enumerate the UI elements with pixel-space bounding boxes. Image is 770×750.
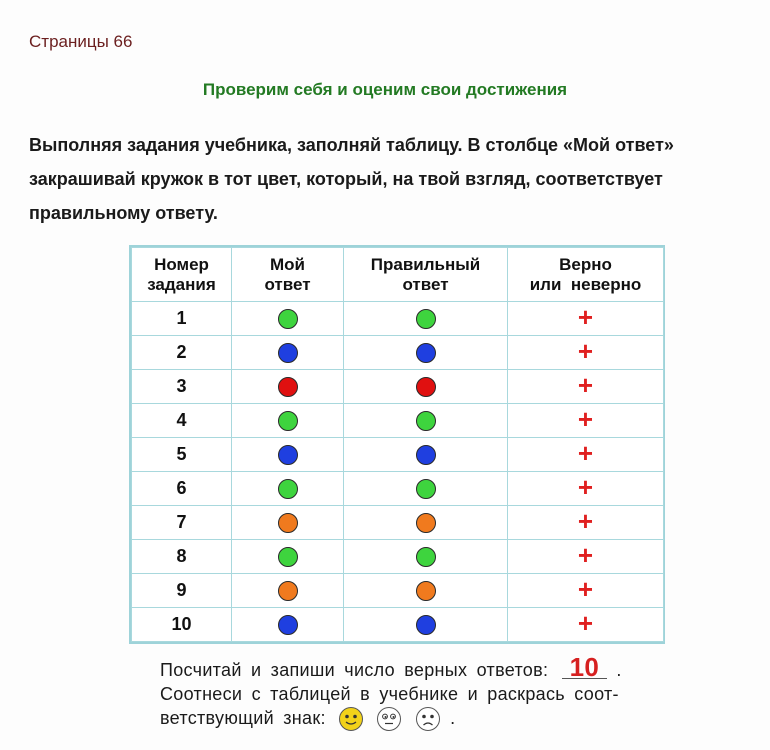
neutral-face-icon[interactable] bbox=[376, 706, 402, 732]
result-cell bbox=[508, 336, 664, 370]
my-answer-cell bbox=[232, 506, 344, 540]
table-row bbox=[132, 472, 664, 506]
correct-answer-circle bbox=[416, 309, 436, 329]
my-answer-circle[interactable] bbox=[278, 343, 298, 363]
task-number: 1 bbox=[132, 302, 232, 336]
correct-count-answer[interactable]: 10 bbox=[562, 656, 608, 679]
instructions bbox=[29, 128, 749, 230]
task-number: 3 bbox=[132, 370, 232, 404]
sad-face-icon[interactable] bbox=[415, 706, 441, 732]
footer-line-3 bbox=[160, 706, 670, 732]
header-text: Мой bbox=[270, 254, 305, 274]
task-number: 7 bbox=[132, 506, 232, 540]
header-my-answer bbox=[232, 248, 344, 302]
my-answer-cell bbox=[232, 336, 344, 370]
table-row bbox=[132, 574, 664, 608]
result-cell bbox=[508, 472, 664, 506]
task-number: 6 bbox=[132, 472, 232, 506]
correct-answer-circle bbox=[416, 547, 436, 567]
instructions-line: Выполняя задания учебника, заполняй таблицу. В столбце «Мой ответ» bbox=[29, 135, 674, 155]
table-row bbox=[132, 608, 664, 642]
task-number: 4 bbox=[132, 404, 232, 438]
task-number: 9 bbox=[132, 574, 232, 608]
header-text: задания bbox=[147, 274, 216, 294]
header-text: Номер bbox=[154, 254, 209, 274]
header-text: или неверно bbox=[529, 274, 642, 294]
correct-answer-cell bbox=[344, 574, 508, 608]
table-row bbox=[132, 404, 664, 438]
my-answer-circle[interactable] bbox=[278, 513, 298, 533]
result-cell bbox=[508, 370, 664, 404]
correct-mark: + bbox=[577, 573, 594, 604]
my-answer-circle[interactable] bbox=[278, 445, 298, 465]
correct-answer-circle bbox=[416, 479, 436, 499]
my-answer-circle[interactable] bbox=[278, 581, 298, 601]
correct-answer-cell bbox=[344, 438, 508, 472]
result-cell bbox=[508, 506, 664, 540]
task-number: 10 bbox=[132, 608, 232, 642]
table-body bbox=[132, 302, 664, 642]
correct-answer-circle bbox=[416, 343, 436, 363]
correct-mark: + bbox=[577, 539, 594, 570]
table-row bbox=[132, 540, 664, 574]
result-cell bbox=[508, 574, 664, 608]
correct-mark: + bbox=[577, 505, 594, 536]
my-answer-cell bbox=[232, 540, 344, 574]
footer-line-2: Соотнеси с таблицей в учебнике и раскрась соот- bbox=[160, 684, 619, 704]
header-text: ответ bbox=[264, 274, 311, 294]
my-answer-cell bbox=[232, 574, 344, 608]
table-row bbox=[132, 336, 664, 370]
my-answer-circle[interactable] bbox=[278, 377, 298, 397]
instructions-line: правильному ответу. bbox=[29, 203, 218, 223]
sign-prompt: ветствующий знак: bbox=[160, 708, 326, 728]
table-row bbox=[132, 438, 664, 472]
my-answer-circle[interactable] bbox=[278, 547, 298, 567]
my-answer-circle[interactable] bbox=[278, 615, 298, 635]
answers-table bbox=[129, 245, 665, 644]
correct-answer-cell bbox=[344, 302, 508, 336]
my-answer-cell bbox=[232, 438, 344, 472]
correct-mark: + bbox=[577, 301, 594, 332]
page-label: Страницы 66 bbox=[29, 32, 133, 51]
header-text: Верно bbox=[559, 254, 612, 274]
period: . bbox=[450, 708, 456, 728]
header-right-or-wrong bbox=[508, 248, 664, 302]
table-row bbox=[132, 302, 664, 336]
correct-answer-circle bbox=[416, 615, 436, 635]
instructions-line: закрашивай кружок в тот цвет, который, на твой взгляд, соответствует bbox=[29, 169, 663, 189]
happy-face-icon[interactable] bbox=[338, 706, 364, 732]
correct-answer-circle bbox=[416, 581, 436, 601]
correct-mark: + bbox=[577, 607, 594, 638]
correct-answer-circle bbox=[416, 513, 436, 533]
result-cell bbox=[508, 608, 664, 642]
result-cell bbox=[508, 404, 664, 438]
header-task-number bbox=[132, 248, 232, 302]
table-row bbox=[132, 506, 664, 540]
correct-mark: + bbox=[577, 369, 594, 400]
section-heading: Проверим себя и оценим свои достижения bbox=[202, 80, 568, 99]
count-prompt: Посчитай и запиши число верных ответов: bbox=[160, 660, 549, 680]
my-answer-cell bbox=[232, 404, 344, 438]
result-cell bbox=[508, 302, 664, 336]
correct-answer-cell bbox=[344, 336, 508, 370]
result-cell bbox=[508, 438, 664, 472]
table-header-row bbox=[132, 248, 664, 302]
header-correct-answer bbox=[344, 248, 508, 302]
correct-mark: + bbox=[577, 437, 594, 468]
correct-mark: + bbox=[577, 335, 594, 366]
my-answer-cell bbox=[232, 472, 344, 506]
my-answer-circle[interactable] bbox=[278, 411, 298, 431]
task-number: 5 bbox=[132, 438, 232, 472]
my-answer-circle[interactable] bbox=[278, 309, 298, 329]
correct-answer-circle bbox=[416, 377, 436, 397]
correct-answer-circle bbox=[416, 411, 436, 431]
table-row bbox=[132, 370, 664, 404]
correct-answer-cell bbox=[344, 472, 508, 506]
footer-line-1 bbox=[160, 652, 670, 682]
task-number: 2 bbox=[132, 336, 232, 370]
result-cell bbox=[508, 540, 664, 574]
correct-answer-cell bbox=[344, 506, 508, 540]
correct-answer-cell bbox=[344, 404, 508, 438]
my-answer-cell bbox=[232, 302, 344, 336]
header-text: ответ bbox=[402, 274, 449, 294]
correct-answer-circle bbox=[416, 445, 436, 465]
correct-answer-cell bbox=[344, 540, 508, 574]
correct-mark: + bbox=[577, 403, 594, 434]
my-answer-cell bbox=[232, 370, 344, 404]
correct-mark: + bbox=[577, 471, 594, 502]
my-answer-cell bbox=[232, 608, 344, 642]
my-answer-circle[interactable] bbox=[278, 479, 298, 499]
task-number: 8 bbox=[132, 540, 232, 574]
correct-answer-cell bbox=[344, 608, 508, 642]
header-text: Правильный bbox=[370, 254, 481, 274]
period: . bbox=[616, 660, 622, 680]
footer-task bbox=[160, 652, 670, 732]
correct-answer-cell bbox=[344, 370, 508, 404]
